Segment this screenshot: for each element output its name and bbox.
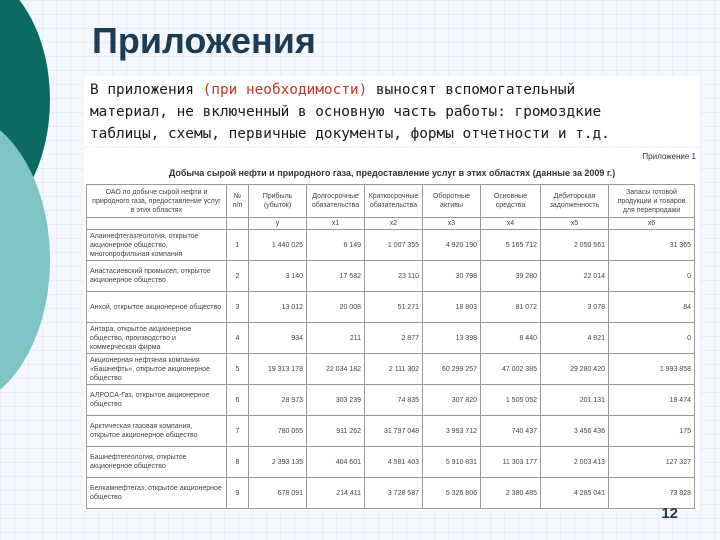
value-cell-x2: 1 007 355 — [365, 230, 423, 261]
table-code-row — [87, 218, 695, 230]
value-cell-x6: 175 — [609, 416, 695, 447]
value-cell-x4: 11 303 177 — [481, 447, 541, 478]
value-cell-x6: 19 474 — [609, 385, 695, 416]
table-row — [87, 416, 695, 447]
value-cell-y: 19 313 178 — [249, 354, 307, 385]
value-cell-y: 678 091 — [249, 478, 307, 509]
value-cell-x4: 47 002 385 — [481, 354, 541, 385]
value-cell-x6: 31 365 — [609, 230, 695, 261]
value-cell-x3: 60 299 257 — [423, 354, 481, 385]
row-number-cell: 5 — [227, 354, 249, 385]
value-cell-x6: 127 327 — [609, 447, 695, 478]
company-name-cell: Анхой, открытое акционерное общество — [87, 292, 227, 323]
column-code: x1 — [307, 218, 365, 230]
value-cell-x3: 18 803 — [423, 292, 481, 323]
column-header: Запасы готовой продукции и товаров для перепродажи — [609, 185, 695, 218]
table-row — [87, 230, 695, 261]
value-cell-x5: 4 285 041 — [541, 478, 609, 509]
value-cell-x2: 31 797 048 — [365, 416, 423, 447]
column-code: x3 — [423, 218, 481, 230]
company-name-cell: Башнефтегеология, открытое акционерное общество — [87, 447, 227, 478]
table-row — [87, 323, 695, 354]
intro-line-1-end: выносят вспомогательный — [367, 82, 576, 98]
value-cell-x2: 3 728 587 — [365, 478, 423, 509]
table-row — [87, 354, 695, 385]
value-cell-x4: 39 280 — [481, 261, 541, 292]
column-header: ОАО по добыче сырой нефти и природного газа, предоставление услуг в этих областях — [87, 185, 227, 218]
value-cell-x1: 6 149 — [307, 230, 365, 261]
company-name-cell: Антара, открытое акционерное общество, производство и коммерческая фирма — [87, 323, 227, 354]
value-cell-x3: 30 798 — [423, 261, 481, 292]
table-row — [87, 292, 695, 323]
value-cell-x1: 20 008 — [307, 292, 365, 323]
appendix-document-image — [84, 148, 700, 510]
value-cell-x1: 303 239 — [307, 385, 365, 416]
column-header: Прибыль (убыток) — [249, 185, 307, 218]
value-cell-x2: 51 271 — [365, 292, 423, 323]
row-number-cell: 7 — [227, 416, 249, 447]
column-header: Оборотные активы — [423, 185, 481, 218]
column-code: x4 — [481, 218, 541, 230]
value-cell-x3: 13 398 — [423, 323, 481, 354]
intro-text-box — [84, 76, 700, 146]
company-name-cell: Белкамнефтегаз, открытое акционерное общество — [87, 478, 227, 509]
table-header-row — [87, 185, 695, 218]
value-cell-x3: 5 910 831 — [423, 447, 481, 478]
column-code: x6 — [609, 218, 695, 230]
value-cell-x4: 1 505 052 — [481, 385, 541, 416]
company-name-cell: Акционерная нефтяная компания «Башнефть», открытое акционерное общество — [87, 354, 227, 385]
column-header: № п/п — [227, 185, 249, 218]
value-cell-x4: 2 380 485 — [481, 478, 541, 509]
table-row — [87, 261, 695, 292]
value-cell-y: 934 — [249, 323, 307, 354]
value-cell-x5: 3 456 436 — [541, 416, 609, 447]
value-cell-x4: 5 165 712 — [481, 230, 541, 261]
value-cell-x3: 307 820 — [423, 385, 481, 416]
value-cell-x5: 3 078 — [541, 292, 609, 323]
column-header: Краткосрочные обязательства — [365, 185, 423, 218]
value-cell-y: 13 012 — [249, 292, 307, 323]
company-name-cell: АЛРОСА-Газ, открытое акционерное общество — [87, 385, 227, 416]
value-cell-x5: 201 131 — [541, 385, 609, 416]
value-cell-x5: 2 003 413 — [541, 447, 609, 478]
slide-title: Приложения — [92, 20, 316, 61]
column-code: x5 — [541, 218, 609, 230]
value-cell-x3: 4 920 190 — [423, 230, 481, 261]
value-cell-x3: 5 326 806 — [423, 478, 481, 509]
value-cell-y: 2 393 135 — [249, 447, 307, 478]
intro-line-3: таблицы, схемы, первичные документы, формы отчетности и т.д. — [90, 126, 610, 142]
value-cell-x1: 211 — [307, 323, 365, 354]
table-row — [87, 478, 695, 509]
company-name-cell: Арктическая газовая компания, открытое акционерное общество — [87, 416, 227, 447]
value-cell-x4: 8 440 — [481, 323, 541, 354]
document-title: Добыча сырой нефти и природного газа, предоставление услуг в этих областях (данные за 2009 г.) — [168, 168, 616, 178]
value-cell-x1: 214 411 — [307, 478, 365, 509]
value-cell-x2: 2 111 302 — [365, 354, 423, 385]
company-name-cell: Анастасиевский промысел, открытое акционерное общество — [87, 261, 227, 292]
value-cell-x2: 4 581 403 — [365, 447, 423, 478]
value-cell-x6: 1 993 858 — [609, 354, 695, 385]
value-cell-y: 28 973 — [249, 385, 307, 416]
value-cell-x4: 740 437 — [481, 416, 541, 447]
table-row — [87, 447, 695, 478]
column-header: Долгосрочные обязательства — [307, 185, 365, 218]
value-cell-y: 780 055 — [249, 416, 307, 447]
value-cell-x2: 23 110 — [365, 261, 423, 292]
row-number-cell: 2 — [227, 261, 249, 292]
value-cell-x1: 17 582 — [307, 261, 365, 292]
column-header: Дебиторская задолженность — [541, 185, 609, 218]
value-cell-x6: 0 — [609, 323, 695, 354]
value-cell-x6: 73 828 — [609, 478, 695, 509]
intro-line-1 — [90, 79, 694, 101]
value-cell-x1: 404 601 — [307, 447, 365, 478]
value-cell-x4: 81 072 — [481, 292, 541, 323]
row-number-cell: 9 — [227, 478, 249, 509]
company-name-cell: Алаинефтегазгеология, открытое акционерное общество, многопрофильная компания — [87, 230, 227, 261]
value-cell-x3: 3 993 712 — [423, 416, 481, 447]
value-cell-x1: 22 034 182 — [307, 354, 365, 385]
intro-line-1-start: В приложения — [90, 82, 203, 98]
row-number-cell: 3 — [227, 292, 249, 323]
column-code: y — [249, 218, 307, 230]
value-cell-x5: 2 050 561 — [541, 230, 609, 261]
value-cell-x2: 2 877 — [365, 323, 423, 354]
value-cell-x5: 29 280 420 — [541, 354, 609, 385]
row-number-cell: 8 — [227, 447, 249, 478]
value-cell-y: 3 140 — [249, 261, 307, 292]
row-number-cell: 4 — [227, 323, 249, 354]
value-cell-x1: 911 262 — [307, 416, 365, 447]
intro-parenthetical: (при необходимости) — [202, 82, 368, 98]
row-number-cell: 1 — [227, 230, 249, 261]
row-number-cell: 6 — [227, 385, 249, 416]
table-body — [87, 230, 695, 509]
data-table — [86, 184, 695, 509]
appendix-label: Приложение 1 — [642, 152, 696, 161]
column-header: Основные средства — [481, 185, 541, 218]
value-cell-x2: 74 835 — [365, 385, 423, 416]
value-cell-x5: 22 014 — [541, 261, 609, 292]
table-row — [87, 385, 695, 416]
intro-line-2: материал, не включенный в основную часть работы: громоздкие — [90, 104, 602, 120]
value-cell-x5: 4 821 — [541, 323, 609, 354]
column-code — [87, 218, 227, 230]
value-cell-x6: 0 — [609, 261, 695, 292]
value-cell-x6: 84 — [609, 292, 695, 323]
value-cell-y: 1 440 025 — [249, 230, 307, 261]
column-code — [227, 218, 249, 230]
page-number: 12 — [661, 505, 678, 522]
column-code: x2 — [365, 218, 423, 230]
